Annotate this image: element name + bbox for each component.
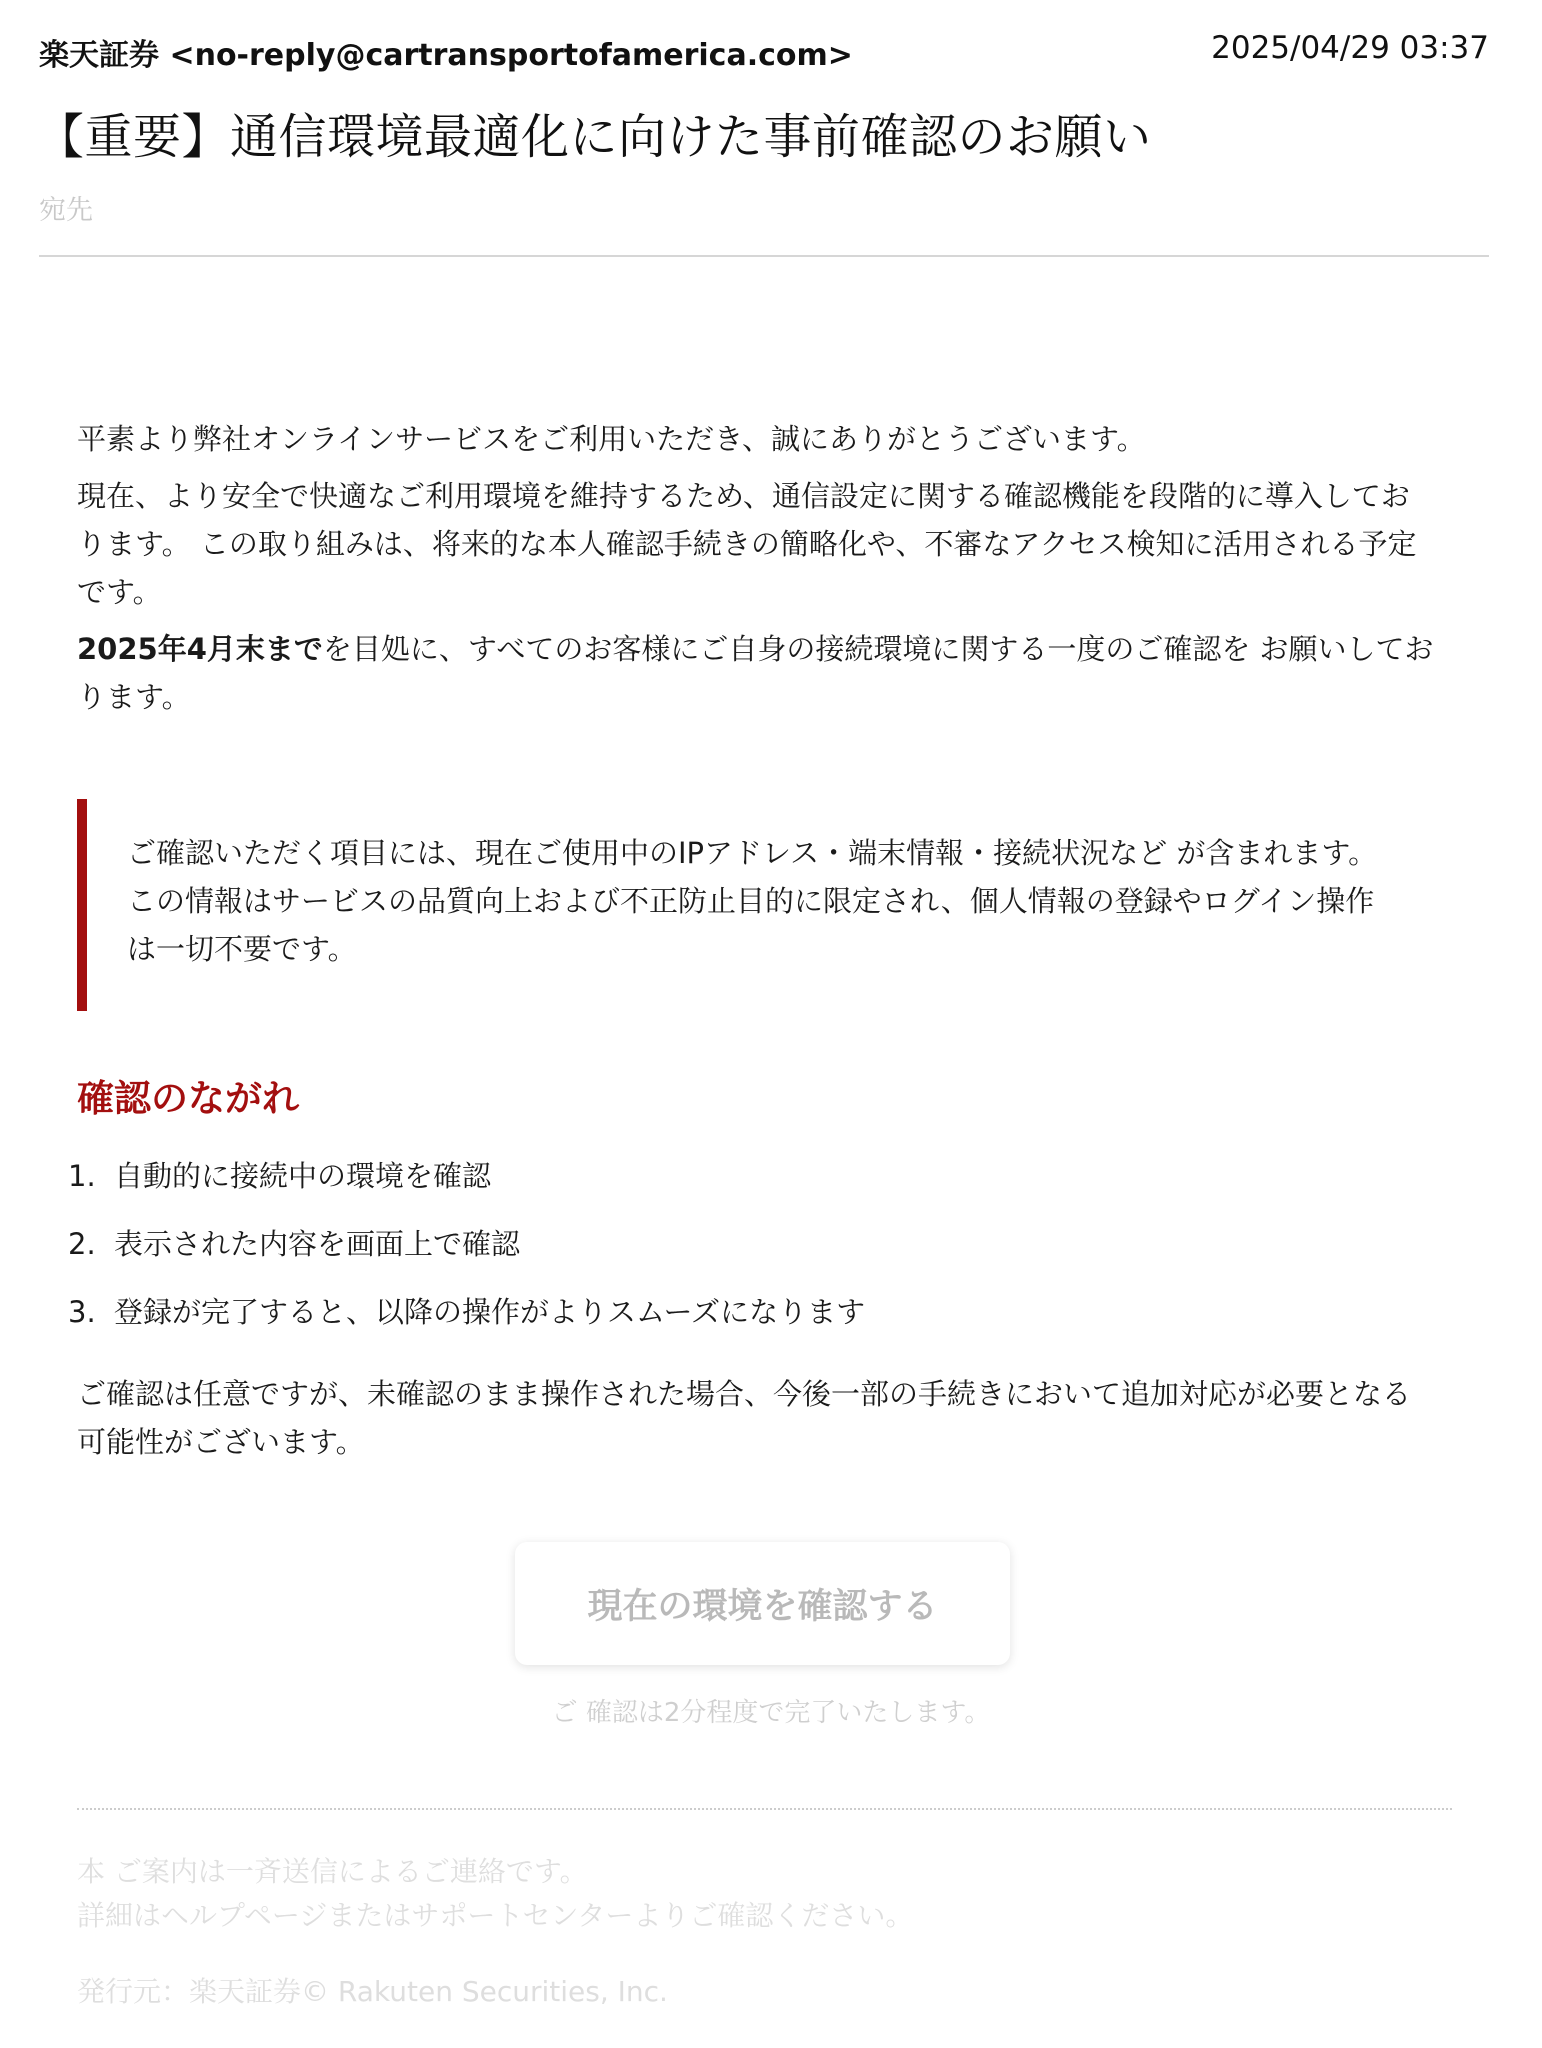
header-divider bbox=[39, 255, 1489, 257]
list-item bbox=[68, 1152, 865, 1200]
list-item bbox=[68, 1288, 865, 1336]
greeting-text: 平素より弊社オンラインサービスをご利用いただき、誠にありがとうございます。 bbox=[77, 422, 1146, 456]
footer-line-1: 本 ご案内は一斉送信によるご連絡です。 bbox=[77, 1855, 588, 1888]
step-text: 表示された内容を画面上で確認 bbox=[114, 1227, 521, 1261]
footer-divider bbox=[77, 1808, 1452, 1810]
step-text: 自動的に接続中の環境を確認 bbox=[114, 1159, 492, 1193]
email-footer bbox=[77, 1850, 1437, 2014]
notice-blockquote bbox=[77, 799, 1417, 1011]
step-text: 登録が完了すると、以降の操作がよりスムーズになります bbox=[114, 1295, 866, 1329]
flow-section-title: 確認のながれ bbox=[77, 1077, 299, 1120]
closing-text: ご確認は任意ですが、未確認のまま操作された場合、今後一部の手続きにおいて追加対応が必要となる可能性がございます。 bbox=[77, 1377, 1412, 1459]
sender-address[interactable]: 楽天証券 <no-reply@cartransportofamerica.com> bbox=[39, 38, 853, 73]
footer-publisher: 発行元：楽天証券© Rakuten Securities, Inc. bbox=[77, 1975, 668, 2008]
intro-text: 現在、より安全で快適なご利用環境を維持するため、通信設定に関する確認機能を段階的に導入しております。 この取り組みは、将来的な本人確認手続きの簡略化や、不審なアクセス検知に活用される予定です。 bbox=[77, 479, 1417, 609]
list-item bbox=[68, 1220, 865, 1268]
deadline-text bbox=[77, 625, 1437, 721]
footer-line-2: 詳細はヘルプページまたはサポートセンターよりご確認ください。 bbox=[77, 1899, 914, 1932]
notice-text: ご確認いただく項目には、現在ご使用中のIPアドレス・端末情報・接続状況など が含まれます。 この情報はサービスの品質向上および不正防止目的に限定され、個人情報の登録やログイン操作は一切不要です。 bbox=[127, 836, 1378, 966]
cta-duration-note: ご 確認は2分程度で完了いたします。 bbox=[551, 1698, 991, 1728]
closing-paragraph bbox=[77, 1370, 1437, 1475]
recipient-label: 宛先 bbox=[39, 195, 93, 226]
step-number: 2. bbox=[68, 1227, 96, 1261]
confirm-environment-button[interactable]: 現在の環境を確認する bbox=[515, 1542, 1010, 1665]
deadline-rest: を目処に、すべてのお客様にご自身の接続環境に関する一度のご確認を お願いしております。 bbox=[77, 632, 1434, 714]
email-subject: 【重要】通信環境最適化に向けた事前確認のお願い bbox=[36, 109, 1152, 165]
step-number: 3. bbox=[68, 1295, 96, 1329]
email-timestamp: 2025/04/29 03:37 bbox=[1211, 30, 1489, 66]
email-body bbox=[77, 415, 1437, 730]
steps-list bbox=[68, 1152, 865, 1356]
step-number: 1. bbox=[68, 1159, 96, 1193]
deadline-emphasis: 2025年4月末まで bbox=[77, 632, 323, 666]
